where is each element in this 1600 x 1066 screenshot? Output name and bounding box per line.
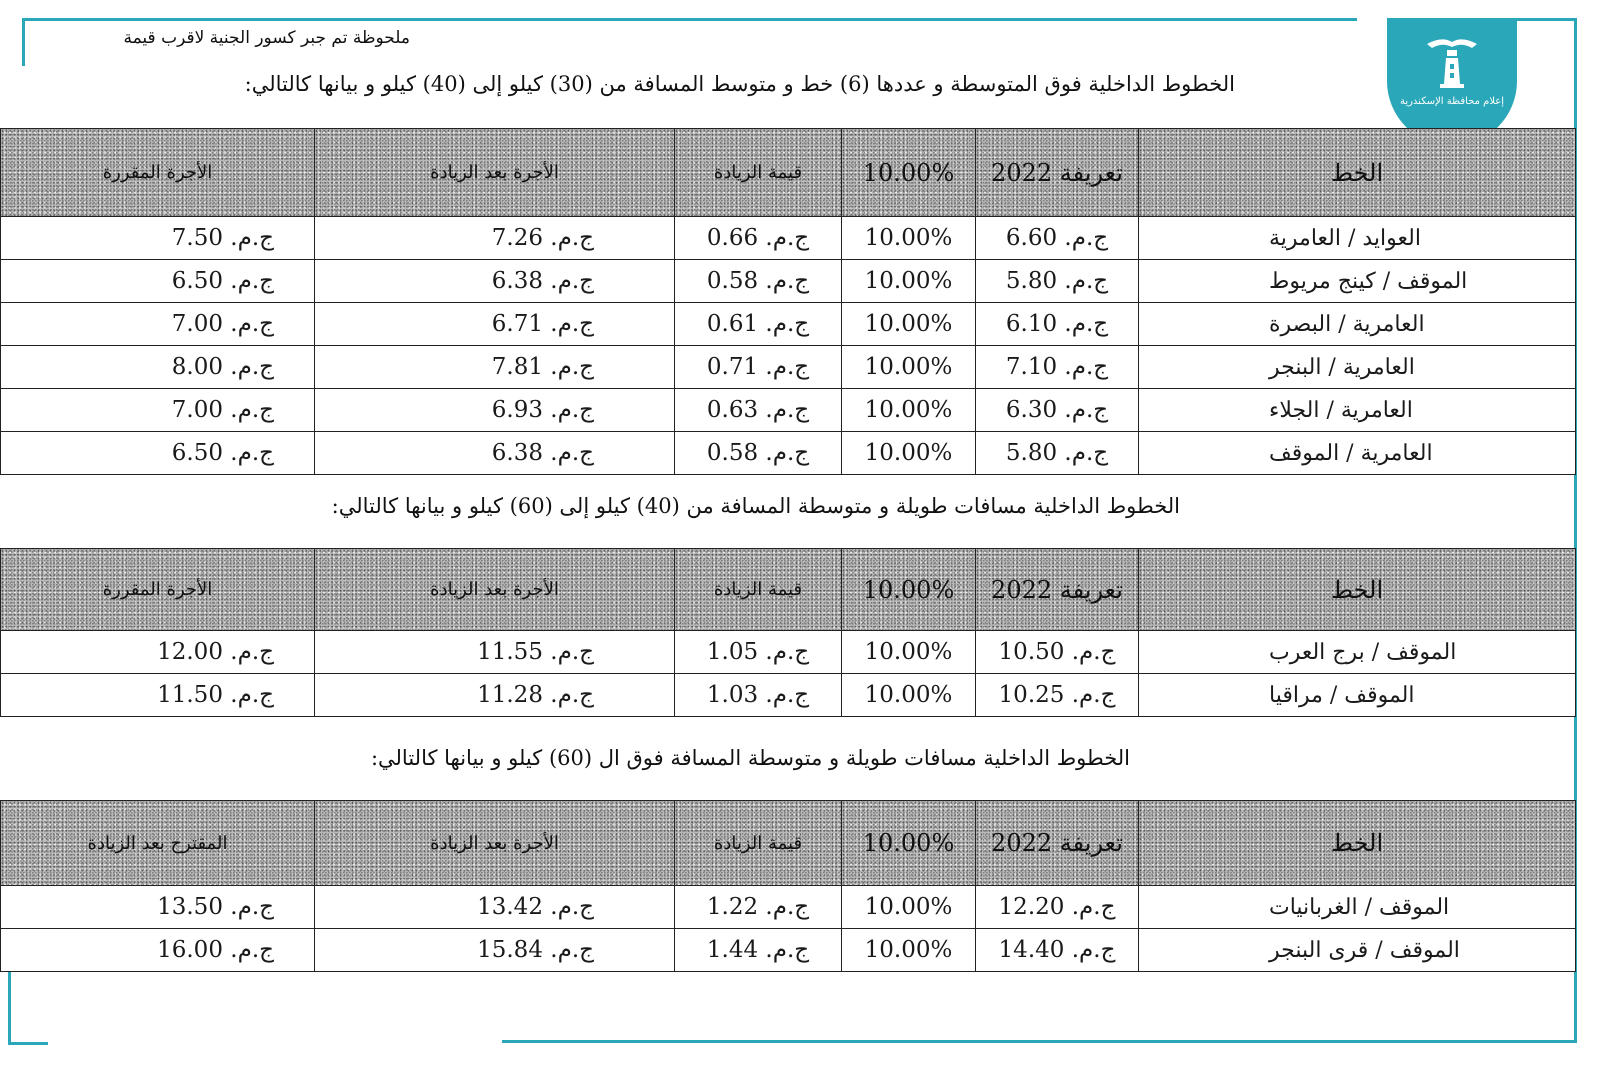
- percent-cell: 10.00%: [842, 631, 976, 674]
- header-route: الخط: [1139, 801, 1576, 886]
- header-tariff: تعريفة 2022: [976, 129, 1139, 217]
- rounding-note: ملحوظة تم جبر كسور الجنية لاقرب قيمة: [123, 28, 410, 48]
- route-cell: الموقف / الغربانيات: [1139, 886, 1576, 929]
- set-fare-cell: ج.م. 6.50: [1, 260, 315, 303]
- section-2-heading: الخطوط الداخلية مسافات طويلة و متوسطة المسافة من (40) كيلو إلى (60) كيلو و بيانها كالتالي:: [331, 494, 1180, 518]
- fare-after-cell: ج.م. 11.55: [315, 631, 675, 674]
- table-row: [1, 929, 1576, 972]
- section-1-table: [0, 128, 1576, 475]
- increase-cell: ج.م. 0.58: [675, 260, 842, 303]
- header-fare-after: الأجرة بعد الزيادة: [315, 129, 675, 217]
- set-fare-cell: ج.م. 12.00: [1, 631, 315, 674]
- section-2-table: [0, 548, 1576, 717]
- tariff-cell: ج.م. 10.25: [976, 674, 1139, 717]
- percent-cell: 10.00%: [842, 217, 976, 260]
- percent-cell: 10.00%: [842, 886, 976, 929]
- proposed-fare-cell: ج.م. 16.00: [1, 929, 315, 972]
- percent-cell: 10.00%: [842, 346, 976, 389]
- table-row: [1, 217, 1576, 260]
- header-proposed-fare: المقترح بعد الزيادة: [1, 801, 315, 886]
- percent-cell: 10.00%: [842, 389, 976, 432]
- header-tariff: تعريفة 2022: [976, 801, 1139, 886]
- fare-after-cell: ج.م. 6.38: [315, 432, 675, 475]
- route-cell: الموقف / قرى البنجر: [1139, 929, 1576, 972]
- tariff-cell: ج.م. 14.40: [976, 929, 1139, 972]
- lighthouse-icon: [1422, 32, 1482, 90]
- header-increase: قيمة الزيادة: [675, 549, 842, 631]
- header-fare-after: الأجرة بعد الزيادة: [315, 801, 675, 886]
- set-fare-cell: ج.م. 7.00: [1, 303, 315, 346]
- table-row: [1, 886, 1576, 929]
- table-row: [1, 631, 1576, 674]
- fare-after-cell: ج.م. 13.42: [315, 886, 675, 929]
- increase-cell: ج.م. 1.44: [675, 929, 842, 972]
- percent-cell: 10.00%: [842, 260, 976, 303]
- tariff-cell: ج.م. 6.10: [976, 303, 1139, 346]
- header-fare-after: الأجرة بعد الزيادة: [315, 549, 675, 631]
- increase-cell: ج.م. 0.66: [675, 217, 842, 260]
- tariff-cell: ج.م. 5.80: [976, 432, 1139, 475]
- table-row: [1, 432, 1576, 475]
- tariff-cell: ج.م. 12.20: [976, 886, 1139, 929]
- header-route: الخط: [1139, 129, 1576, 217]
- fare-after-cell: ج.م. 6.93: [315, 389, 675, 432]
- route-cell: العوايد / العامرية: [1139, 217, 1576, 260]
- increase-cell: ج.م. 0.58: [675, 432, 842, 475]
- set-fare-cell: ج.م. 7.50: [1, 217, 315, 260]
- fare-after-cell: ج.م. 6.38: [315, 260, 675, 303]
- header-increase: قيمة الزيادة: [675, 129, 842, 217]
- route-cell: العامرية / البنجر: [1139, 346, 1576, 389]
- table-header-row: [1, 549, 1576, 631]
- route-cell: الموقف / كينج مريوط: [1139, 260, 1576, 303]
- percent-cell: 10.00%: [842, 674, 976, 717]
- table-row: [1, 260, 1576, 303]
- route-cell: العامرية / الموقف: [1139, 432, 1576, 475]
- table-header-row: [1, 129, 1576, 217]
- fare-after-cell: ج.م. 7.81: [315, 346, 675, 389]
- tariff-cell: ج.م. 7.10: [976, 346, 1139, 389]
- route-cell: العامرية / البصرة: [1139, 303, 1576, 346]
- header-tariff: تعريفة 2022: [976, 549, 1139, 631]
- header-route: الخط: [1139, 549, 1576, 631]
- header-set-fare: الأجرة المقررة: [1, 129, 315, 217]
- tariff-cell: ج.م. 6.30: [976, 389, 1139, 432]
- set-fare-cell: ج.م. 7.00: [1, 389, 315, 432]
- header-percent: 10.00%: [842, 129, 976, 217]
- set-fare-cell: ج.م. 6.50: [1, 432, 315, 475]
- tariff-cell: ج.م. 10.50: [976, 631, 1139, 674]
- table-row: [1, 389, 1576, 432]
- increase-cell: ج.م. 0.63: [675, 389, 842, 432]
- increase-cell: ج.م. 1.05: [675, 631, 842, 674]
- governorate-logo-badge: [1387, 18, 1517, 146]
- percent-cell: 10.00%: [842, 303, 976, 346]
- fare-after-cell: ج.م. 6.71: [315, 303, 675, 346]
- frame-bottom-line: [502, 1040, 1577, 1043]
- percent-cell: 10.00%: [842, 929, 976, 972]
- fare-after-cell: ج.م. 15.84: [315, 929, 675, 972]
- frame-bottom-left-line: [8, 1042, 48, 1045]
- header-set-fare: الأجرة المقررة: [1, 549, 315, 631]
- header-percent: 10.00%: [842, 549, 976, 631]
- frame-top-right-line: [1515, 18, 1577, 21]
- table-header-row: [1, 801, 1576, 886]
- section-3-table: [0, 800, 1576, 972]
- frame-top-line: [22, 18, 1357, 21]
- increase-cell: ج.م. 1.22: [675, 886, 842, 929]
- header-increase: قيمة الزيادة: [675, 801, 842, 886]
- route-cell: الموقف / برج العرب: [1139, 631, 1576, 674]
- percent-cell: 10.00%: [842, 432, 976, 475]
- increase-cell: ج.م. 0.71: [675, 346, 842, 389]
- increase-cell: ج.م. 1.03: [675, 674, 842, 717]
- table-row: [1, 303, 1576, 346]
- badge-label: إعلام محافظة الإسكندرية: [1399, 96, 1505, 107]
- proposed-fare-cell: ج.م. 13.50: [1, 886, 315, 929]
- set-fare-cell: ج.م. 8.00: [1, 346, 315, 389]
- section-3-heading: الخطوط الداخلية مسافات طويلة و متوسطة المسافة فوق ال (60) كيلو و بيانها كالتالي:: [370, 746, 1130, 770]
- section-1-heading: الخطوط الداخلية فوق المتوسطة و عددها (6) خط و متوسط المسافة من (30) كيلو إلى (40) كيلو و بيانها كالتالي:: [244, 72, 1235, 96]
- fare-after-cell: ج.م. 7.26: [315, 217, 675, 260]
- route-cell: العامرية / الجلاء: [1139, 389, 1576, 432]
- table-row: [1, 346, 1576, 389]
- route-cell: الموقف / مراقيا: [1139, 674, 1576, 717]
- increase-cell: ج.م. 0.61: [675, 303, 842, 346]
- tariff-cell: ج.م. 6.60: [976, 217, 1139, 260]
- header-percent: 10.00%: [842, 801, 976, 886]
- tariff-cell: ج.م. 5.80: [976, 260, 1139, 303]
- fare-after-cell: ج.م. 11.28: [315, 674, 675, 717]
- frame-left-line: [22, 18, 25, 66]
- set-fare-cell: ج.م. 11.50: [1, 674, 315, 717]
- table-row: [1, 674, 1576, 717]
